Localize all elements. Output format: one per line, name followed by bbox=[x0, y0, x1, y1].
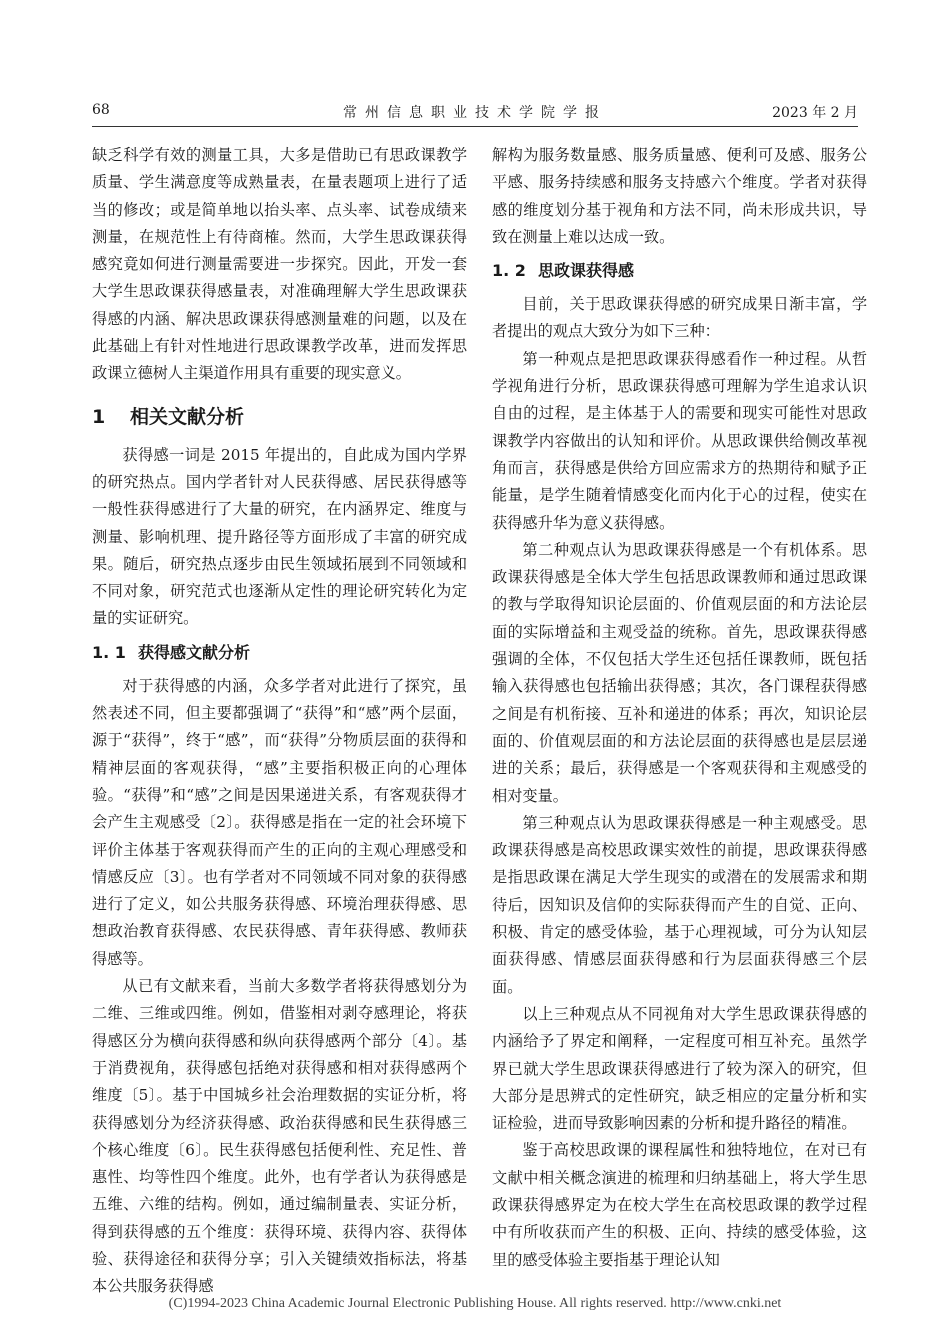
paragraph: 第一种观点是把思政课获得感看作一种过程。从哲学视角进行分析，思政课获得感可理解为学生追求认识自由的过程，是主体基于人的需要和现实可能性对思政课教学内容做出的认知和评价。从思政课供给侧改革视角而言，获得感是供给方回应需求方的热期待和赋予正能量，是学生随着情感变化而内化于心的过程，使实在获得感升华为意义获得感。 bbox=[492, 349, 867, 532]
paragraph: 解构为服务数量感、服务质量感、便利可及感、服务公平感、服务持续感和服务支持感六个维度。学者对获得感的维度划分基于视角和方法不同，尚未形成共识，导致在测量上难以达成一致。 bbox=[492, 146, 867, 246]
paragraph: 第二种观点认为思政课获得感是一个有机体系。思政课获得感是全体大学生包括思政课教师和通过思政课的教与学取得知识论层面的、价值观层面的和方法论层面的实际增益和主观受益的统称。首先，思政课获得感强调的全体，不仅包括大学生还包括任课教师，既包括输入获得感也包括输出获得感；其次，各门课程获得感之间是有机衔接、互补和递进的体系；再次，知识论层面的、价值观层面的和方法论层面的获得感也是层层递进的关系；最后，获得感是一个客观获得和主观感受的相对变量。 bbox=[492, 540, 867, 805]
subsection-heading bbox=[92, 639, 467, 667]
subsection-number: 1. 2 bbox=[492, 261, 526, 281]
running-header bbox=[92, 100, 858, 127]
paragraph: 从已有文献来看，当前大多数学者将获得感划分为二维、三维或四维。例如，借鉴相对剥夺感理论，将获得感区分为横向获得感和纵向获得感两个部分〔4〕。基于消费视角，获得感包括绝对获得感和相对获得感两个维度〔5〕。基于中国城乡社会治理数据的实证分析，将获得感划分为经济获得感、政治获得感和民生获得感三个核心维度〔6〕。民生获得感包括便利性、充足性、普惠性、均等性四个维度。此外，也有学者认为获得感是五维、六维的结构。例如，通过编制量表、实证分析，得到获得感的五个维度：获得环境、获得内容、获得体验、获得途径和获得分享；引入关键绩效指标法，将基本公共服务获得感 bbox=[92, 977, 467, 1296]
journal-title: 常州信息职业技术学院学报 bbox=[343, 105, 607, 121]
section-title: 相关文献分析 bbox=[130, 405, 245, 428]
subsection-title: 思政课获得感 bbox=[538, 261, 635, 281]
paragraph: 获得感一词是 2015 年提出的，自此成为国内学界的研究热点。国内学者针对人民获得感、居民获得感等一般性获得感进行了大量的研究，在内涵界定、维度与测量、影响机理、提升路径等方面形成了丰富的研究成果。随后，研究热点逐步由民生领域拓展到不同领域和不同对象，研究范式也逐渐从定性的理论研究转化为定量的实证研究。 bbox=[92, 445, 467, 628]
section-heading bbox=[92, 402, 467, 432]
subsection-heading bbox=[492, 257, 867, 285]
paragraph: 以上三种观点从不同视角对大学生思政课获得感的内涵给予了界定和阐释，一定程度可相互补充。虽然学界已就大学生思政课获得感进行了较为深入的研究，但大部分是思辨式的定性研究，缺乏相应的定量分析和实证检验，进而导致影响因素的分析和提升路径的精准。 bbox=[492, 1004, 867, 1133]
paragraph: 第三种观点认为思政课获得感是一种主观感受。思政课获得感是高校思政课实效性的前提，思政课获得感是指思政课在满足大学生现实的或潜在的发展需求和期待后，因知识及信仰的实际获得而产生的自觉、正向、积极、肯定的感受体验，基于心理视域，可分为认知层面获得感、情感层面获得感和行为层面获得感三个层面。 bbox=[492, 813, 867, 996]
right-column bbox=[492, 142, 867, 1274]
paragraph: 对于获得感的内涵，众多学者对此进行了探究，虽然表述不同，但主要都强调了“获得”和“感”两个层面，源于“获得”，终于“感”，而“获得”分物质层面的获得和精神层面的客观获得，“感”主要指积极正向的心理体验。“获得”和“感”之间是因果递进关系，有客观获得才会产生主观感受〔2〕。获得感是指在一定的社会环境下评价主体基于客观获得而产生的正向的主观心理感受和情感反应〔3〕。也有学者对不同领域不同对象的获得感进行了定义，如公共服务获得感、环境治理获得感、思想政治教育获得感、农民获得感、青年获得感、教师获得感等。 bbox=[92, 676, 467, 968]
paragraph: 缺乏科学有效的测量工具，大多是借助已有思政课教学质量、学生满意度等成熟量表，在量表题项上进行了适当的修改；或是简单地以抬头率、点头率、试卷成绩来测量，在规范性上有待商榷。然而，大学生思政课获得感究竟如何进行测量需要进一步探究。因此，开发一套大学生思政课获得感量表，对准确理解大学生思政课获得感的内涵、解决思政课获得感测量难的问题，以及在此基础上有针对性地进行思政课教学改革，进而发挥思政课立德树人主渠道作用具有重要的现实意义。 bbox=[92, 146, 467, 383]
page-number: 68 bbox=[92, 102, 110, 118]
copyright-footer: (C)1994-2023 China Academic Journal Electronic Publishing House. All rights reserved. http://www.cnki.net bbox=[168, 1296, 782, 1311]
subsection-number: 1. 1 bbox=[92, 642, 126, 662]
subsection-title: 获得感文献分析 bbox=[138, 642, 251, 662]
paragraph: 鉴于高校思政课的课程属性和独特地位，在对已有文献中相关概念演进的梳理和归纳基础上，将大学生思政课获得感界定为在校大学生在高校思政课的教学过程中有所收获而产生的积极、正向、持续的感受体验，这里的感受体验主要指基于理论认知 bbox=[492, 1141, 867, 1269]
paragraph: 目前，关于思政课获得感的研究成果日渐丰富，学者提出的观点大致分为如下三种： bbox=[492, 295, 867, 341]
left-column bbox=[92, 142, 467, 1301]
issue-date: 2023 年 2 月 bbox=[772, 105, 858, 121]
section-number: 1 bbox=[92, 405, 106, 428]
